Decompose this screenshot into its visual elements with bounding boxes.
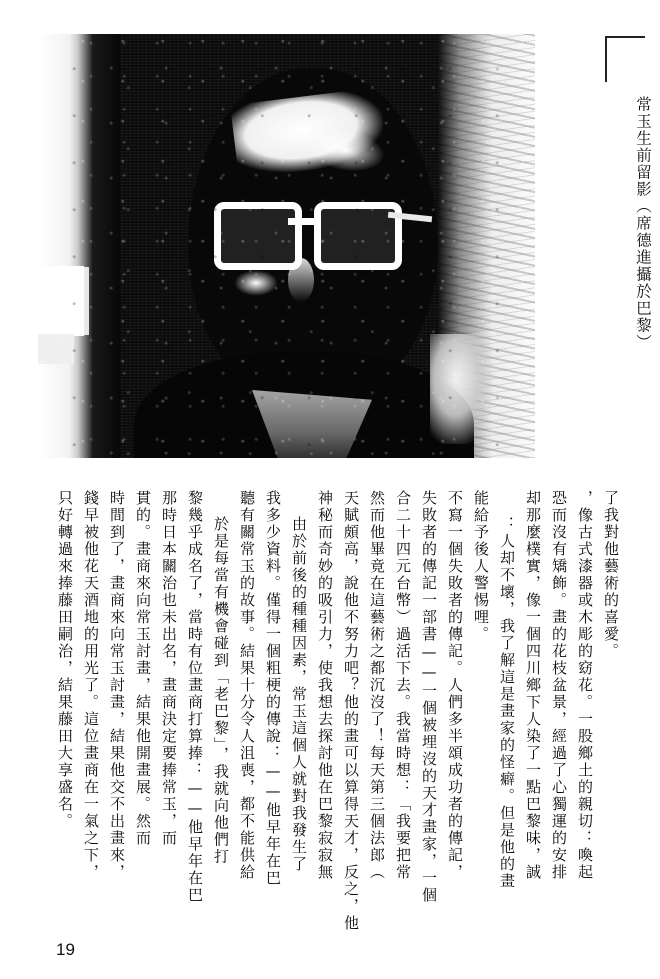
text-column: 只好轉過來捧藤田嗣治，結果藤田大享盛名。 [56,490,74,830]
text-column: 却那麼樸實，像一個四川鄉下人染了一點巴黎味，誠 [524,490,542,881]
text-column: 於是每當有機會碰到「老巴黎」，我就向他們打 [212,516,230,866]
text-column: 能給予後人警惕哩。 [472,490,490,643]
text-column: 貫的。畫商來向常玉討畫，結果他開畫展。然而 [134,490,152,847]
text-column: 不寫一個失敗者的傳記。人們多半頌成功者的傳記， [446,490,464,881]
text-column: ，像古式漆器或木彫的窈花。一股鄉土的親切：喚起 [576,490,594,881]
article-body [40,490,624,932]
portrait-photograph [38,34,535,458]
text-column: 了我對他藝術的喜愛。 [602,490,620,660]
text-column: 錢早被他花天酒地的用光了。這位畫商在一氣之下， [82,490,100,881]
photo-caption: 常玉生前留影（席德進攝於巴黎） [634,96,652,351]
text-column: 天賦頗高，說他不努力吧？他的畫可以算得天才，反之，他 [342,490,360,932]
crop-mark-vertical [605,36,607,82]
text-column: 由於前後的種種因素，常玉這個人就對我發生了 [290,516,308,873]
photo-block [38,34,584,458]
crop-mark-horizontal [605,36,645,38]
text-column: 合二十四元台幣）過活下去。我當時想：「我要把常 [394,490,412,881]
text-column: 黎幾乎成名了，當時有位畫商打算捧：——他早年在巴 [186,490,204,904]
text-column: 我多少資料。僅得一個粗梗的傳說：——他早年在巴 [264,490,282,887]
text-column: 神秘而奇妙的吸引力，使我想去探討他在巴黎寂寂無 [316,490,334,881]
text-column: ：人却不壞，我了解這是畫家的怪癖。但是他的畫 [498,516,516,890]
text-column: 失敗者的傳記一部書——一個被埋沒的天才畫家，一個 [420,490,438,904]
page-number: 19 [56,940,75,959]
photo-speckle-noise [38,34,535,458]
text-column: 恐而沒有矯飾。畫的花枝盆景，經過了心獨運的安排 [550,490,568,881]
text-column: 然而他畢竟在這藝術之都沉沒了！每天第三個法郎（ [368,490,386,881]
text-column: 那時日本關治也未出名，畫商決定要捧常玉，而 [160,490,178,847]
text-column: 時間到了，畫商來向常玉討畫，結果他交不出畫來， [108,490,126,881]
text-column: 聽有關常玉的故事。結果十分令人沮喪，都不能供給 [238,490,256,881]
